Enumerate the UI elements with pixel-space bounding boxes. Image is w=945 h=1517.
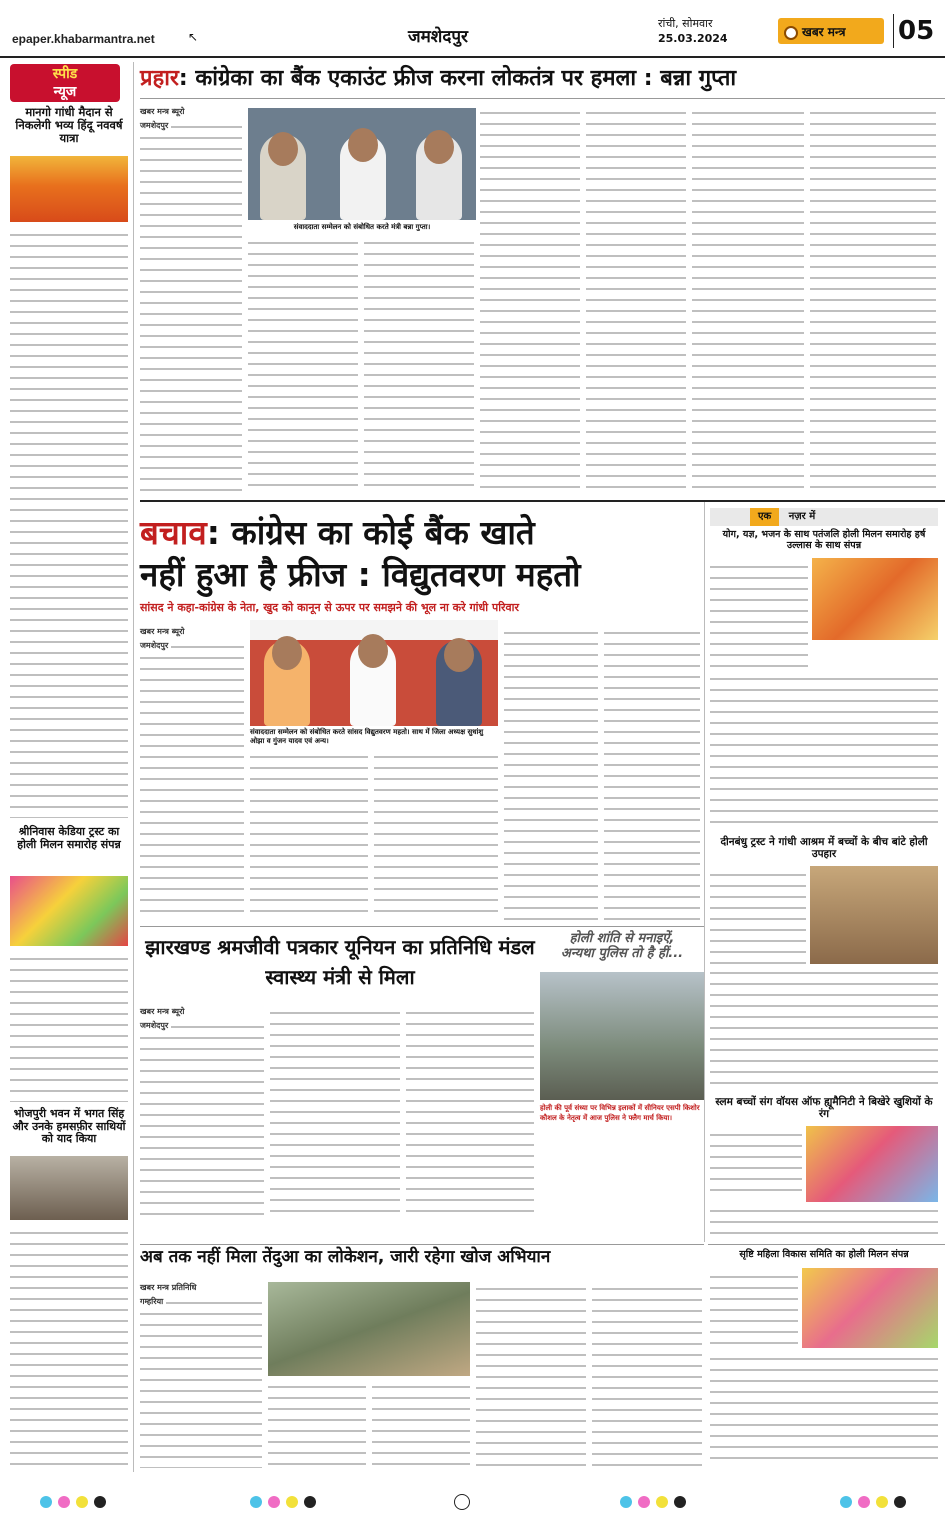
brand-logo-icon — [784, 26, 798, 40]
left-story2-body — [10, 952, 128, 1102]
tendua-body-col3 — [372, 1380, 470, 1468]
ek-story4-body-left — [710, 1270, 798, 1350]
ek-story2-headline: दीनबंधु ट्रस्ट ने गांधी आश्रम में बच्चों के बीच बांटे होली उपहार — [720, 836, 928, 861]
second-headline-line1 — [140, 514, 700, 552]
footer-dot — [40, 1496, 52, 1508]
ek-story1-photo — [812, 558, 938, 640]
footer-dot — [674, 1496, 686, 1508]
speed-news-logo — [10, 64, 120, 102]
lead-kicker: प्रहार — [140, 66, 179, 91]
union-dateline: जमशेदपुर — [140, 1020, 171, 1031]
holi-caption: होली की पूर्व संध्या पर विभिन्न इलाकों में सीनियर एसपी किशोर कौशल के नेतृत्व में आज पुलिस ने फ्लैग मार्च किया। — [540, 1104, 704, 1123]
lead-body-col5 — [586, 106, 686, 494]
tendua-photo — [268, 1282, 470, 1376]
second-byline: खबर मन्त्र ब्यूरो — [140, 627, 185, 636]
edition-city: जमशेदपुर — [408, 27, 468, 47]
left-story1-photo — [10, 156, 128, 222]
ek-story2-body — [710, 966, 938, 1092]
tendua-byline: खबर मन्त्र प्रतिनिधि — [140, 1283, 197, 1292]
union-body-col2 — [270, 1006, 400, 1220]
left-story2-headline: श्रीनिवास केडिया ट्रस्ट का होली मिलन समारोह संपन्न — [17, 825, 121, 851]
ek-nazar-banner — [710, 508, 938, 526]
lead-body-col4 — [480, 106, 580, 494]
second-photo — [250, 620, 498, 726]
ek-story1-headline: योग, यज्ञ, भजन के साथ पतंजलि होली मिलन समारोह हर्ष उल्लास के साथ संपन्न — [722, 529, 926, 551]
holi-photo — [540, 972, 704, 1100]
left-story3-body — [10, 1226, 128, 1466]
footer-dot — [638, 1496, 650, 1508]
tendua-body-col1 — [140, 1296, 262, 1468]
lead-photo — [248, 108, 476, 220]
tendua-body-col2 — [268, 1380, 366, 1468]
second-subhead: सांसद ने कहा-कांग्रेस के नेता, खुद को कानून से ऊपर पर समझने की भूल ना करे गांधी परिवार — [140, 601, 520, 614]
tendua-body-col4 — [476, 1282, 586, 1468]
speed-news-logo-bottom: न्यूज — [53, 84, 77, 100]
ek-story4-body — [710, 1352, 938, 1468]
lead-body-col6 — [692, 106, 804, 494]
ek-story2-body-left — [710, 868, 806, 964]
second-headline-text1: : कांग्रेस का कोई बैंक खाते — [206, 513, 535, 552]
ek-nazar-label-a: एक — [750, 508, 779, 526]
ek-story4-photo — [802, 1268, 938, 1348]
footer-dot — [250, 1496, 262, 1508]
ek-story3-body — [710, 1204, 938, 1240]
second-body-col4 — [504, 626, 598, 920]
lead-body-col1 — [140, 120, 242, 494]
holi-headline-line2: अन्यथा पुलिस तो है हीं... — [560, 945, 684, 961]
footer-dot — [268, 1496, 280, 1508]
cursor-icon: ↖ — [188, 30, 199, 44]
left-story3-headline: भोजपुरी भवन में भगत सिंह और उनके हमसफ़ीर साथियों को याद किया — [12, 1107, 126, 1146]
second-photo-caption: संवाददाता सम्मेलन को संबोधित करते सांसद विद्युतवरण महतो। साथ में जिला अध्यक्ष सुधांशु ओझा व गुंजन यादव एवं अन्य। — [250, 728, 498, 746]
lead-body-col2 — [248, 236, 358, 494]
place-day: रांची, सोमवार — [658, 17, 713, 30]
footer-dot — [620, 1496, 632, 1508]
footer-dot — [76, 1496, 88, 1508]
union-headline: झारखण्ड श्रमजीवी पत्रकार यूनियन का प्रतिनिधि मंडल स्वास्थ्य मंत्री से मिला — [145, 935, 535, 989]
ek-story2-photo — [810, 866, 938, 964]
left-story1-body — [10, 228, 128, 818]
union-body-col3 — [406, 1006, 534, 1220]
tendua-dateline: गम्हरिया — [140, 1296, 166, 1307]
tendua-body-col5 — [592, 1282, 702, 1468]
tendua-headline: अब तक नहीं मिला तेंदुआ का लोकेशन, जारी रहेगा खोज अभियान — [140, 1247, 551, 1267]
speed-news-logo-top: स्पीड — [52, 66, 78, 82]
brand-name: खबर मन्त्र — [802, 25, 846, 39]
site-url[interactable]: epaper.khabarmantra.net — [12, 32, 155, 46]
ek-story1-body — [710, 672, 938, 832]
union-byline: खबर मन्त्र ब्यूरो — [140, 1007, 185, 1016]
footer-dot — [304, 1496, 316, 1508]
footer-dot — [876, 1496, 888, 1508]
lead-headline-text: : कांग्रेका का बैंक एकाउंट फ्रीज करना लोकतंत्र पर हमला : बन्ना गुप्ता — [178, 66, 737, 91]
footer-dot — [894, 1496, 906, 1508]
lead-dateline: जमशेदपुर — [140, 120, 171, 131]
lead-headline — [140, 66, 810, 91]
footer-dot — [286, 1496, 298, 1508]
left-story3-photo — [10, 1156, 128, 1220]
left-story2-photo — [10, 876, 128, 946]
brand-badge — [778, 18, 884, 44]
second-body-col1 — [140, 640, 244, 920]
lead-photo-caption: संवाददाता सम्मेलन को संबोधित करते मंत्री बन्ना गुप्ता। — [248, 222, 476, 232]
ek-nazar-label-b: नज़र में — [788, 511, 816, 522]
footer-dot — [840, 1496, 852, 1508]
date-block — [658, 16, 728, 46]
holi-headline-line1: होली शांति से मनाइऐं, — [569, 931, 675, 946]
lead-byline: खबर मन्त्र ब्यूरो — [140, 107, 185, 116]
footer-dot — [94, 1496, 106, 1508]
lead-body-col7 — [810, 106, 936, 494]
issue-date: 25.03.2024 — [658, 32, 728, 45]
footer-crosshair-icon — [454, 1494, 470, 1510]
ek-story4-headline: सृष्टि महिला विकास समिति का होली मिलन संपन्न — [739, 1249, 909, 1260]
second-body-col3 — [374, 750, 498, 920]
footer-dot — [858, 1496, 870, 1508]
ek-story1-body-left — [710, 560, 808, 670]
second-body-col2 — [250, 750, 368, 920]
footer-dot — [58, 1496, 70, 1508]
ek-story3-body-left — [710, 1128, 802, 1200]
second-body-col5 — [604, 626, 700, 920]
ek-story3-photo — [806, 1126, 938, 1202]
second-dateline: जमशेदपुर — [140, 640, 171, 651]
lead-body-col3 — [364, 236, 474, 494]
second-kicker: बचाव — [140, 513, 207, 552]
left-story1-headline: मानगो गांधी मैदान से निकलेगी भव्य हिंदू नववर्ष यात्रा — [15, 105, 123, 146]
holi-headline — [540, 932, 704, 962]
page-number: 05 — [898, 16, 935, 46]
footer-dot — [656, 1496, 668, 1508]
union-body-col1 — [140, 1020, 264, 1220]
second-headline-line2: नहीं हुआ है फ्रीज : विद्युतवरण महतो — [140, 555, 581, 594]
footer-registration-marks — [0, 1478, 945, 1517]
ek-story3-headline: स्लम बच्चों संग वॉयस ऑफ ह्यूमैनिटी ने बिखेरे खुशियों के रंग — [715, 1096, 933, 1121]
